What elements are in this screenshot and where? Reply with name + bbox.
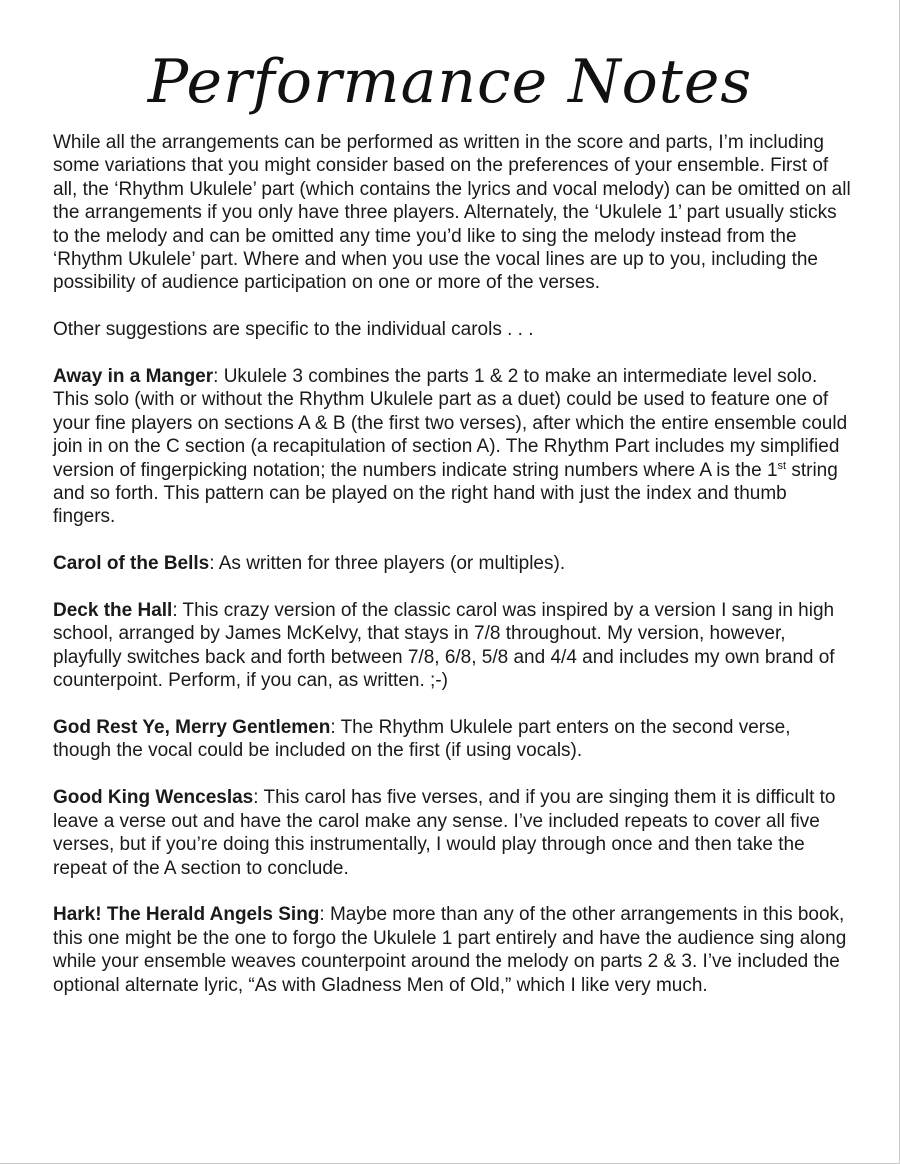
carol-title: Hark! The Herald Angels Sing xyxy=(53,904,320,926)
carol-text-continued: string and so forth. This pattern can be played on the right hand with just the index and thumb fingers. xyxy=(53,459,838,528)
document-body xyxy=(53,131,853,1020)
superscript: st xyxy=(777,459,787,472)
carol-good-king-wenceslas xyxy=(53,786,853,880)
carol-text: : This carol has five verses, and if you are singing them it is difficult to leave a verse out and have the carol make any sense. I’ve included repeats to cover all five verses, but if you’re doing this instrumentally, I would play through once and then take the repeat of the A section to conclude. xyxy=(53,787,836,879)
carol-title: Deck the Hall xyxy=(53,600,173,622)
carol-text: : As written for three players (or multiples). xyxy=(209,553,566,575)
carol-hark-the-herald xyxy=(53,903,853,997)
carol-title: Away in a Manger xyxy=(53,366,214,388)
intro-paragraph: While all the arrangements can be performed as written in the score and parts, I’m including some variations that you might consider based on the preferences of your ensemble. First of all, the ‘Rhythm Ukulele’ part (which contains the lyrics and vocal melody) can be omitted on all the arrangements if you only have three players. Alternately, the ‘Ukulele 1’ part usually sticks to the melody and can be omitted any time you’d like to sing the melody instead from the ‘Rhythm Ukulele’ part. Where and when you use the vocal lines are up to you, including the possibility of audience participation on one or more of the verses. xyxy=(53,132,851,294)
carol-title: Good King Wenceslas xyxy=(53,787,254,809)
carol-of-the-bells xyxy=(53,552,853,575)
carol-text: : The Rhythm Ukulele part enters on the second verse, though the vocal could be included on the first (if using vocals). xyxy=(53,717,791,762)
carol-text: : Maybe more than any of the other arrangements in this book, this one might be the one to forgo the Ukulele 1 part entirely and have the audience sing along while your ensemble weaves counterpoint around the melody on parts 2 & 3. I’ve included the optional alternate lyric, “As with Gladness Men of Old,” which I like very much. xyxy=(53,904,847,996)
carol-title: God Rest Ye, Merry Gentlemen xyxy=(53,717,331,739)
carol-text: : Ukulele 3 combines the parts 1 & 2 to make an intermediate level solo. This solo (with or without the Rhythm Ukulele part as a duet) could be used to feature one of your fine players on sections A & B (the first two verses), after which the entire ensemble could join in on the C section (a recapitulation of section A). The Rhythm Part includes my simplified version of fingerpicking notation; the numbers indicate string numbers where A is the 1 xyxy=(53,366,848,481)
carol-away-in-a-manger xyxy=(53,365,853,529)
carol-deck-the-hall xyxy=(53,599,853,693)
page-title: Performance Notes xyxy=(147,47,753,117)
carol-text: : This crazy version of the classic carol was inspired by a version I sang in high school, arranged by James McKelvy, that stays in 7/8 throughout. My version, however, playfully switches back and forth between 7/8, 6/8, 5/8 and 4/4 and includes my own brand of counterpoint. Perform, if you can, as written. ;-) xyxy=(53,600,835,692)
carol-title: Carol of the Bells xyxy=(53,553,210,575)
suggestions-paragraph: Other suggestions are specific to the individual carols . . . xyxy=(53,319,534,341)
carol-god-rest-ye xyxy=(53,716,853,763)
